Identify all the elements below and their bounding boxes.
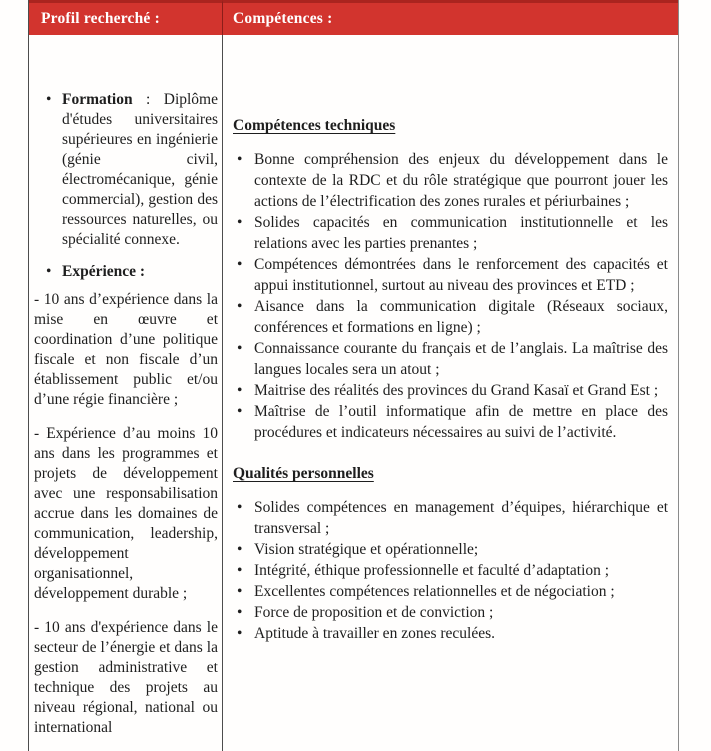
technical-skills-list [233,149,668,443]
personal-quality-text: Aptitude à travailler en zones reculées. [254,625,495,642]
technical-skill-item [233,296,668,338]
profile-bullet-label: Formation [62,91,133,108]
profile-paragraph: - Expérience d’au moins 10 ans dans les programmes et projets de développement avec une responsabilisation accrue dans les domaines de communication, leadership, développement organisationnel, développement durable ; [34,425,218,602]
bullet-icon: • [237,256,243,273]
technical-skill-text: Solides capacités en communication institutionnelle et les relations avec les parties prenantes ; [254,214,668,252]
personal-quality-text: Vision stratégique et opérationnelle; [254,541,479,558]
personal-quality-item [233,560,668,581]
competences-column-header-label: Compétences : [233,10,333,27]
technical-skill-item [233,149,668,212]
technical-skill-item [233,401,668,443]
technical-skill-item [233,380,668,401]
technical-skill-item [233,212,668,254]
bullet-icon: • [237,151,243,168]
bullet-icon: • [237,499,243,516]
personal-qualities-heading: Qualités personnelles [233,465,374,482]
profile-cell [29,35,223,751]
personal-quality-item [233,539,668,560]
profile-competences-table [28,0,679,751]
bullet-icon: • [237,541,243,558]
personal-quality-text: Solides compétences en management d’équipes, hiérarchique et transversal ; [254,499,668,537]
personal-quality-text: Force de proposition et de conviction ; [254,604,494,621]
competences-cell [223,35,678,751]
technical-skills-heading: Compétences techniques [233,117,396,134]
profile-bullet-text: : Diplôme d'études universitaires supérieures en ingénierie (génie civil, électromécanique, génie commercial), gestion des ressources naturelles, ou spécialité connexe. [62,91,218,248]
personal-qualities-list [233,497,668,644]
bullet-icon: • [46,263,52,280]
bullet-icon: • [237,625,243,642]
technical-skill-text: Maîtrise de l’outil informatique afin de mettre en place des procédures et indicateurs nécessaires au suivi de l’activité. [254,403,668,441]
bullet-icon: • [46,91,52,108]
personal-quality-item [233,497,668,539]
personal-quality-text: Excellentes compétences relationnelles et de négociation ; [254,583,615,600]
profile-bullet-item [34,262,218,282]
bullet-icon: • [237,562,243,579]
bullet-icon: • [237,403,243,420]
personal-quality-text: Intégrité, éthique professionnelle et faculté d’adaptation ; [254,562,610,579]
profile-column-header [29,0,223,35]
bullet-icon: • [237,382,243,399]
profile-paragraphs [34,290,218,738]
profile-paragraph: - 10 ans d’expérience dans la mise en œuvre et coordination d’une politique fiscale et non fiscale d’un établissement public et/ou d’une régie financière ; [34,291,218,408]
profile-bullet-label: Expérience : [62,263,146,280]
technical-skill-text: Connaissance courante du français et de l’anglais. La maîtrise des langues locales sera un atout ; [254,340,668,378]
profile-bullet-item [34,90,218,250]
technical-skill-item [233,254,668,296]
personal-quality-item [233,581,668,602]
profile-bullet-list [34,90,218,282]
technical-skill-text: Compétences démontrées dans le renforcement des capacités et appui institutionnel, surtout au niveau des provinces et ETD ; [254,256,668,294]
technical-skill-text: Maitrise des réalités des provinces du Grand Kasaï et Grand Est ; [254,382,659,399]
bullet-icon: • [237,214,243,231]
personal-quality-item [233,623,668,644]
bullet-icon: • [237,583,243,600]
profile-column-header-label: Profil recherché : [41,10,160,27]
technical-skill-text: Aisance dans la communication digitale (Réseaux sociaux, conférences et formations en ligne) ; [254,298,668,336]
competences-column-header [223,0,678,35]
profile-paragraph: - 10 ans d'expérience dans le secteur de l’énergie et dans la gestion administrative et technique des projets au niveau régional, national ou international [34,619,218,736]
bullet-icon: • [237,340,243,357]
bullet-icon: • [237,298,243,315]
technical-skill-text: Bonne compréhension des enjeux du développement dans le contexte de la RDC et du rôle stratégique que pourront jouer les actions de l’électrification des zones rurales et périurbaines ; [254,151,668,210]
bullet-icon: • [237,604,243,621]
personal-quality-item [233,602,668,623]
technical-skill-item [233,338,668,380]
